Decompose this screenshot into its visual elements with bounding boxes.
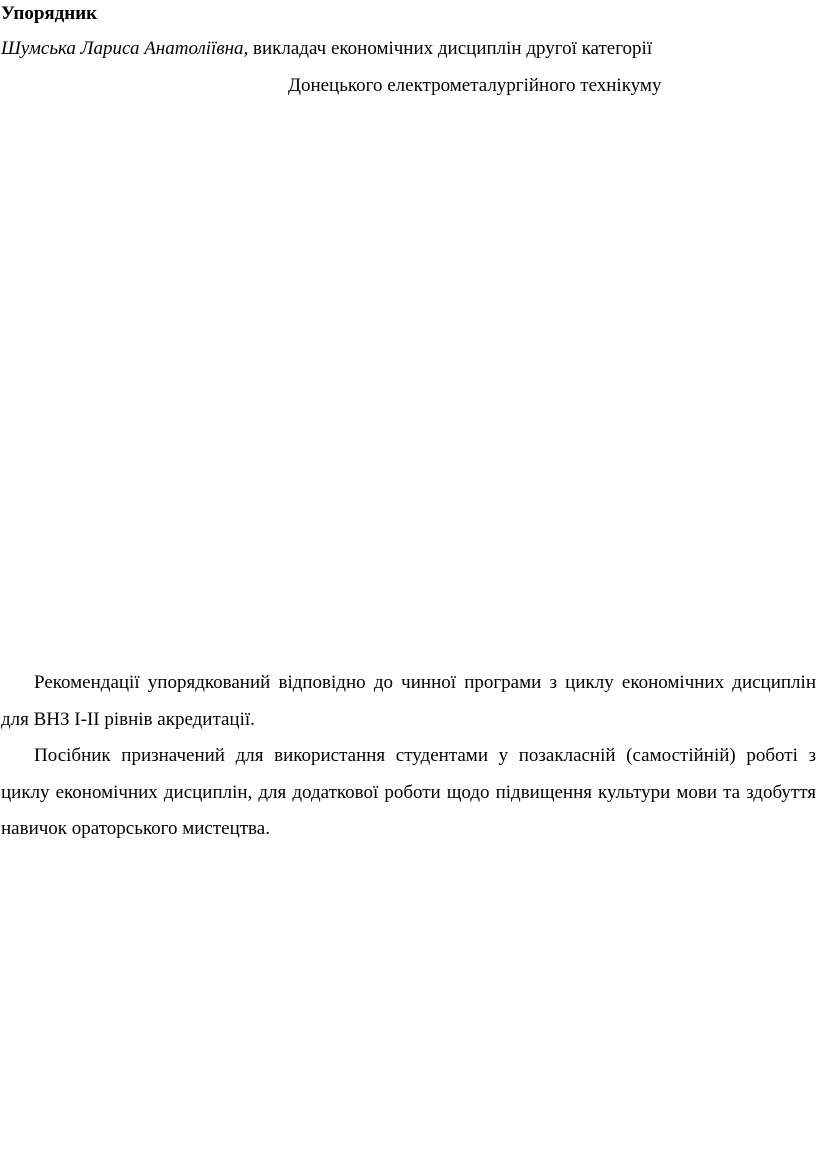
compiler-heading: Упорядник [1,3,98,24]
author-line [1,37,652,61]
recommendation-paragraph: Рекомендації упорядкований відповідно до чинної програми з циклу економічних дисциплін для ВНЗ І-ІІ рівнів акредитації. [1,672,816,730]
institution-line: Донецького електрометалургійного технікуму [288,75,662,96]
author-name: Шумська Лариса Анатоліївна, [1,38,249,59]
purpose-paragraph: Посібник призначений для використання студентами у позакласній (самостійній) роботі з циклу економічних дисциплін, для додаткової роботи щодо підвищення культури мови та здобуття навичок ораторського мистецтва. [1,745,816,839]
author-position: викладач економічних дисциплін другої категорії [248,38,653,59]
